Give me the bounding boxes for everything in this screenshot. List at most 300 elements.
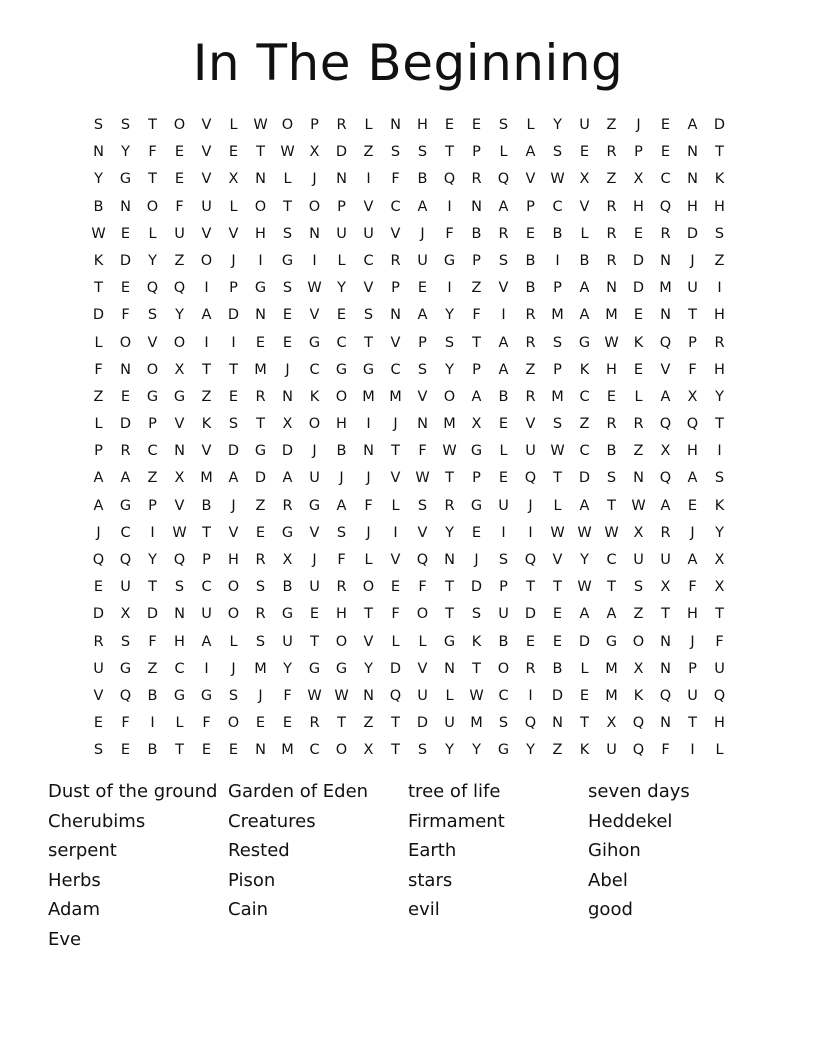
grid-letter[interactable]: B <box>525 252 536 269</box>
grid-letter[interactable]: M <box>281 742 294 759</box>
grid-letter[interactable]: W <box>577 579 592 596</box>
grid-letter[interactable]: S <box>606 470 617 487</box>
grid-letter[interactable]: K <box>714 497 725 514</box>
grid-letter[interactable]: R <box>498 225 509 242</box>
grid-letter[interactable]: H <box>228 552 239 568</box>
grid-letter[interactable]: G <box>335 361 348 378</box>
grid-letter[interactable]: E <box>120 388 131 405</box>
grid-letter[interactable]: G <box>443 633 456 650</box>
grid-letter[interactable]: P <box>310 117 319 133</box>
grid-letter[interactable]: F <box>661 742 670 759</box>
grid-letter[interactable]: B <box>282 579 293 596</box>
grid-letter[interactable]: U <box>336 225 347 242</box>
grid-letter[interactable]: V <box>660 361 671 378</box>
grid-letter[interactable]: J <box>690 524 695 541</box>
grid-letter[interactable]: X <box>687 388 698 405</box>
grid-letter[interactable]: T <box>256 416 265 433</box>
grid-letter[interactable]: J <box>231 660 236 677</box>
grid-letter[interactable]: Z <box>552 742 563 759</box>
grid-letter[interactable]: U <box>201 198 212 215</box>
grid-letter[interactable]: K <box>633 687 644 704</box>
grid-letter[interactable]: N <box>390 307 401 324</box>
grid-letter[interactable]: Q <box>632 715 645 732</box>
grid-letter[interactable]: E <box>228 144 239 161</box>
grid-letter[interactable]: H <box>417 117 428 133</box>
grid-letter[interactable]: U <box>363 225 374 242</box>
grid-letter[interactable]: J <box>96 524 101 541</box>
grid-letter[interactable]: S <box>120 633 131 650</box>
grid-letter[interactable]: A <box>417 307 428 324</box>
grid-letter[interactable]: J <box>231 497 236 514</box>
grid-letter[interactable]: S <box>255 633 266 650</box>
grid-letter[interactable]: R <box>714 334 725 351</box>
grid-letter[interactable]: J <box>366 524 371 541</box>
grid-letter[interactable]: F <box>283 687 292 704</box>
grid-letter[interactable]: K <box>633 334 644 351</box>
grid-letter[interactable]: D <box>686 225 699 242</box>
grid-letter[interactable]: M <box>605 307 618 324</box>
grid-letter[interactable]: Q <box>632 742 645 759</box>
grid-letter[interactable]: V <box>390 225 401 242</box>
grid-letter[interactable]: T <box>445 470 454 487</box>
grid-letter[interactable]: V <box>93 687 104 704</box>
grid-letter[interactable]: S <box>93 742 104 759</box>
grid-letter[interactable]: L <box>526 117 535 133</box>
grid-letter[interactable]: I <box>366 416 371 433</box>
grid-letter[interactable]: U <box>93 660 104 677</box>
grid-letter[interactable]: R <box>606 225 617 242</box>
grid-letter[interactable]: W <box>91 225 106 242</box>
grid-letter[interactable]: Y <box>445 361 454 378</box>
grid-letter[interactable]: W <box>604 334 619 351</box>
grid-letter[interactable]: O <box>227 579 240 596</box>
grid-letter[interactable]: B <box>579 252 590 269</box>
grid-letter[interactable]: X <box>120 606 131 623</box>
grid-letter[interactable]: M <box>470 715 483 732</box>
grid-letter[interactable]: J <box>474 552 479 568</box>
grid-letter[interactable]: B <box>147 687 158 704</box>
grid-letter[interactable]: P <box>418 334 427 351</box>
grid-letter[interactable]: L <box>715 742 724 759</box>
grid-letter[interactable]: N <box>309 225 320 242</box>
grid-letter[interactable]: Z <box>579 416 590 433</box>
grid-letter[interactable]: D <box>632 280 645 297</box>
grid-letter[interactable]: A <box>579 497 590 514</box>
grid-letter[interactable]: F <box>175 198 184 215</box>
grid-letter[interactable]: Q <box>659 687 672 704</box>
grid-letter[interactable]: X <box>633 171 644 188</box>
grid-letter[interactable]: V <box>363 280 374 297</box>
grid-letter[interactable]: G <box>173 687 186 704</box>
grid-letter[interactable]: Q <box>92 552 105 568</box>
grid-letter[interactable]: F <box>688 579 697 596</box>
grid-letter[interactable]: B <box>606 443 617 460</box>
grid-letter[interactable]: V <box>525 416 536 433</box>
grid-letter[interactable]: N <box>444 552 455 568</box>
grid-letter[interactable]: H <box>714 198 725 215</box>
grid-letter[interactable]: B <box>498 633 509 650</box>
grid-letter[interactable]: L <box>229 117 238 133</box>
grid-letter[interactable]: R <box>120 443 131 460</box>
grid-letter[interactable]: T <box>661 606 670 623</box>
grid-letter[interactable]: N <box>390 117 401 133</box>
grid-letter[interactable]: U <box>309 470 320 487</box>
grid-letter[interactable]: S <box>282 280 293 297</box>
grid-letter[interactable]: S <box>174 579 185 596</box>
grid-letter[interactable]: G <box>578 334 591 351</box>
grid-letter[interactable]: H <box>633 198 644 215</box>
grid-letter[interactable]: H <box>174 633 185 650</box>
grid-letter[interactable]: E <box>255 524 266 541</box>
grid-letter[interactable]: C <box>174 660 185 677</box>
grid-letter[interactable]: T <box>688 715 697 732</box>
grid-letter[interactable]: Y <box>715 388 724 405</box>
grid-letter[interactable]: P <box>526 198 535 215</box>
grid-letter[interactable]: A <box>579 307 590 324</box>
grid-letter[interactable]: I <box>528 524 533 541</box>
grid-letter[interactable]: S <box>552 334 563 351</box>
grid-letter[interactable]: W <box>577 524 592 541</box>
grid-letter[interactable]: L <box>580 225 589 242</box>
grid-letter[interactable]: S <box>120 117 131 133</box>
grid-letter[interactable]: X <box>633 660 644 677</box>
grid-letter[interactable]: B <box>93 198 104 215</box>
grid-letter[interactable]: G <box>497 742 510 759</box>
grid-letter[interactable]: Q <box>686 416 699 433</box>
grid-letter[interactable]: L <box>499 144 508 161</box>
grid-letter[interactable]: R <box>255 552 266 568</box>
grid-letter[interactable]: M <box>605 660 618 677</box>
grid-letter[interactable]: E <box>498 470 509 487</box>
grid-letter[interactable]: V <box>228 524 239 541</box>
grid-letter[interactable]: O <box>632 633 645 650</box>
grid-letter[interactable]: W <box>631 497 646 514</box>
grid-letter[interactable]: E <box>336 307 347 324</box>
grid-letter[interactable]: Q <box>443 171 456 188</box>
grid-letter[interactable]: G <box>308 497 321 514</box>
grid-letter[interactable]: B <box>417 171 428 188</box>
grid-letter[interactable]: U <box>579 117 590 133</box>
grid-letter[interactable]: Y <box>148 252 157 269</box>
grid-letter[interactable]: Y <box>445 307 454 324</box>
grid-letter[interactable]: S <box>714 470 725 487</box>
grid-letter[interactable]: P <box>148 416 157 433</box>
grid-letter[interactable]: T <box>364 334 373 351</box>
grid-letter[interactable]: P <box>472 470 481 487</box>
grid-letter[interactable]: S <box>498 252 509 269</box>
grid-letter[interactable]: T <box>148 171 157 188</box>
grid-letter[interactable]: G <box>146 388 159 405</box>
grid-letter[interactable]: N <box>660 252 671 269</box>
grid-letter[interactable]: E <box>579 144 590 161</box>
grid-letter[interactable]: A <box>228 470 239 487</box>
grid-letter[interactable]: F <box>418 579 427 596</box>
grid-letter[interactable]: J <box>312 171 317 188</box>
grid-letter[interactable]: Y <box>445 742 454 759</box>
grid-letter[interactable]: T <box>580 715 589 732</box>
grid-letter[interactable]: E <box>309 606 320 623</box>
grid-letter[interactable]: U <box>606 742 617 759</box>
grid-letter[interactable]: N <box>687 171 698 188</box>
grid-letter[interactable]: L <box>634 388 643 405</box>
grid-letter[interactable]: R <box>606 144 617 161</box>
grid-letter[interactable]: X <box>471 416 482 433</box>
grid-letter[interactable]: Q <box>659 198 672 215</box>
grid-letter[interactable]: O <box>308 198 321 215</box>
grid-letter[interactable]: G <box>335 660 348 677</box>
grid-letter[interactable]: Y <box>94 171 103 188</box>
grid-letter[interactable]: N <box>633 470 644 487</box>
grid-letter[interactable]: S <box>552 144 563 161</box>
grid-letter[interactable]: N <box>552 715 563 732</box>
grid-letter[interactable]: B <box>552 660 563 677</box>
grid-letter[interactable]: E <box>606 388 617 405</box>
grid-letter[interactable]: N <box>336 171 347 188</box>
grid-letter[interactable]: O <box>443 388 456 405</box>
grid-letter[interactable]: V <box>417 660 428 677</box>
grid-letter[interactable]: M <box>362 388 375 405</box>
grid-letter[interactable]: Y <box>445 524 454 541</box>
grid-letter[interactable]: F <box>148 633 157 650</box>
grid-letter[interactable]: S <box>417 361 428 378</box>
grid-letter[interactable]: F <box>121 307 130 324</box>
grid-letter[interactable]: P <box>553 280 562 297</box>
grid-letter[interactable]: J <box>420 225 425 242</box>
grid-letter[interactable]: R <box>336 117 347 133</box>
grid-letter[interactable]: V <box>498 280 509 297</box>
grid-letter[interactable]: O <box>497 660 510 677</box>
grid-letter[interactable]: V <box>417 388 428 405</box>
grid-letter[interactable]: T <box>472 660 481 677</box>
grid-letter[interactable]: Q <box>173 552 186 568</box>
grid-letter[interactable]: T <box>472 334 481 351</box>
grid-letter[interactable]: I <box>501 307 506 324</box>
grid-letter[interactable]: U <box>444 715 455 732</box>
grid-letter[interactable]: N <box>255 742 266 759</box>
grid-letter[interactable]: C <box>120 524 131 541</box>
grid-letter[interactable]: H <box>336 606 347 623</box>
grid-letter[interactable]: G <box>254 280 267 297</box>
grid-letter[interactable]: F <box>364 497 373 514</box>
grid-letter[interactable]: E <box>633 361 644 378</box>
grid-letter[interactable]: O <box>227 715 240 732</box>
grid-letter[interactable]: N <box>255 307 266 324</box>
grid-letter[interactable]: E <box>525 225 536 242</box>
grid-letter[interactable]: E <box>93 579 104 596</box>
grid-letter[interactable]: F <box>391 606 400 623</box>
grid-letter[interactable]: V <box>579 198 590 215</box>
grid-letter[interactable]: I <box>312 252 317 269</box>
grid-letter[interactable]: X <box>579 171 590 188</box>
grid-letter[interactable]: N <box>660 307 671 324</box>
grid-letter[interactable]: N <box>606 280 617 297</box>
grid-letter[interactable]: U <box>201 606 212 623</box>
grid-letter[interactable]: W <box>469 687 484 704</box>
grid-letter[interactable]: Z <box>525 361 536 378</box>
grid-letter[interactable]: H <box>714 307 725 324</box>
grid-letter[interactable]: T <box>553 470 562 487</box>
grid-letter[interactable]: I <box>150 524 155 541</box>
grid-letter[interactable]: C <box>390 198 401 215</box>
grid-letter[interactable]: S <box>282 225 293 242</box>
grid-letter[interactable]: Z <box>147 660 158 677</box>
grid-letter[interactable]: L <box>94 334 103 351</box>
grid-letter[interactable]: U <box>417 687 428 704</box>
grid-letter[interactable]: V <box>390 552 401 568</box>
grid-letter[interactable]: A <box>525 144 536 161</box>
grid-letter[interactable]: L <box>391 497 400 514</box>
grid-letter[interactable]: M <box>443 416 456 433</box>
grid-letter[interactable]: P <box>148 497 157 514</box>
grid-letter[interactable]: S <box>255 579 266 596</box>
grid-letter[interactable]: T <box>229 361 238 378</box>
grid-letter[interactable]: Z <box>633 443 644 460</box>
grid-letter[interactable]: J <box>312 552 317 568</box>
grid-letter[interactable]: X <box>606 715 617 732</box>
grid-letter[interactable]: R <box>309 715 320 732</box>
grid-letter[interactable]: Y <box>148 552 157 568</box>
grid-letter[interactable]: Z <box>606 117 617 133</box>
grid-letter[interactable]: B <box>552 225 563 242</box>
grid-letter[interactable]: K <box>579 361 590 378</box>
grid-letter[interactable]: O <box>335 388 348 405</box>
grid-letter[interactable]: U <box>633 552 644 568</box>
grid-letter[interactable]: R <box>282 497 293 514</box>
grid-letter[interactable]: O <box>146 198 159 215</box>
grid-letter[interactable]: Y <box>283 660 292 677</box>
grid-letter[interactable]: F <box>202 715 211 732</box>
grid-letter[interactable]: Q <box>659 334 672 351</box>
grid-letter[interactable]: E <box>282 334 293 351</box>
grid-letter[interactable]: I <box>447 280 452 297</box>
grid-letter[interactable]: N <box>660 715 671 732</box>
grid-letter[interactable]: G <box>470 497 483 514</box>
grid-letter[interactable]: T <box>445 579 454 596</box>
grid-letter[interactable]: N <box>363 443 374 460</box>
grid-letter[interactable]: T <box>445 144 454 161</box>
grid-letter[interactable]: P <box>472 252 481 269</box>
grid-letter[interactable]: F <box>418 443 427 460</box>
grid-letter[interactable]: V <box>309 307 320 324</box>
grid-letter[interactable]: P <box>553 361 562 378</box>
grid-letter[interactable]: N <box>255 171 266 188</box>
grid-letter[interactable]: S <box>228 687 239 704</box>
grid-letter[interactable]: E <box>228 742 239 759</box>
grid-letter[interactable]: U <box>525 443 536 460</box>
grid-letter[interactable]: V <box>147 334 158 351</box>
grid-letter[interactable]: B <box>147 742 158 759</box>
grid-letter[interactable]: U <box>660 552 671 568</box>
grid-letter[interactable]: Y <box>175 307 184 324</box>
grid-letter[interactable]: A <box>579 606 590 623</box>
grid-letter[interactable]: F <box>148 144 157 161</box>
grid-letter[interactable]: D <box>578 633 591 650</box>
grid-letter[interactable]: S <box>444 334 455 351</box>
grid-letter[interactable]: J <box>528 497 533 514</box>
grid-letter[interactable]: X <box>174 470 185 487</box>
grid-letter[interactable]: A <box>579 280 590 297</box>
grid-letter[interactable]: G <box>119 171 132 188</box>
grid-letter[interactable]: V <box>174 497 185 514</box>
grid-letter[interactable]: L <box>94 416 103 433</box>
grid-letter[interactable]: A <box>201 633 212 650</box>
grid-letter[interactable]: N <box>687 144 698 161</box>
grid-letter[interactable]: I <box>447 198 452 215</box>
grid-letter[interactable]: T <box>148 579 157 596</box>
grid-letter[interactable]: G <box>443 252 456 269</box>
grid-letter[interactable]: T <box>256 144 265 161</box>
grid-letter[interactable]: X <box>363 742 374 759</box>
grid-letter[interactable]: D <box>146 606 159 623</box>
grid-letter[interactable]: R <box>93 633 104 650</box>
grid-letter[interactable]: V <box>390 470 401 487</box>
grid-letter[interactable]: T <box>148 117 157 133</box>
grid-letter[interactable]: Y <box>715 524 724 541</box>
grid-letter[interactable]: W <box>550 443 565 460</box>
grid-letter[interactable]: T <box>715 416 724 433</box>
grid-letter[interactable]: T <box>553 579 562 596</box>
grid-letter[interactable]: Z <box>255 497 266 514</box>
grid-letter[interactable]: L <box>499 443 508 460</box>
grid-letter[interactable]: N <box>120 198 131 215</box>
grid-letter[interactable]: R <box>525 660 536 677</box>
grid-letter[interactable]: T <box>175 742 184 759</box>
grid-letter[interactable]: P <box>391 280 400 297</box>
grid-letter[interactable]: E <box>633 307 644 324</box>
grid-letter[interactable]: V <box>201 171 212 188</box>
grid-letter[interactable]: O <box>416 606 429 623</box>
grid-letter[interactable]: R <box>525 388 536 405</box>
grid-letter[interactable]: E <box>471 524 482 541</box>
grid-letter[interactable]: E <box>390 579 401 596</box>
grid-letter[interactable]: Q <box>524 470 537 487</box>
grid-letter[interactable]: X <box>714 552 725 568</box>
grid-letter[interactable]: R <box>471 171 482 188</box>
grid-letter[interactable]: O <box>254 198 267 215</box>
grid-letter[interactable]: E <box>282 307 293 324</box>
grid-letter[interactable]: D <box>524 606 537 623</box>
grid-letter[interactable]: C <box>336 334 347 351</box>
grid-letter[interactable]: W <box>172 524 187 541</box>
grid-letter[interactable]: K <box>471 633 482 650</box>
grid-letter[interactable]: O <box>173 117 186 133</box>
grid-letter[interactable]: L <box>580 660 589 677</box>
grid-letter[interactable]: N <box>444 660 455 677</box>
grid-letter[interactable]: G <box>605 633 618 650</box>
grid-letter[interactable]: T <box>715 144 724 161</box>
grid-letter[interactable]: U <box>120 579 131 596</box>
grid-letter[interactable]: Q <box>119 552 132 568</box>
grid-letter[interactable]: O <box>119 334 132 351</box>
grid-letter[interactable]: G <box>119 660 132 677</box>
grid-letter[interactable]: O <box>173 334 186 351</box>
grid-letter[interactable]: R <box>660 225 671 242</box>
grid-letter[interactable]: Q <box>173 280 186 297</box>
grid-letter[interactable]: L <box>148 225 157 242</box>
grid-letter[interactable]: U <box>498 497 509 514</box>
grid-letter[interactable]: S <box>363 307 374 324</box>
grid-letter[interactable]: V <box>309 524 320 541</box>
grid-letter[interactable]: G <box>308 334 321 351</box>
grid-letter[interactable]: Q <box>416 552 429 568</box>
grid-letter[interactable]: S <box>147 307 158 324</box>
grid-letter[interactable]: P <box>472 361 481 378</box>
grid-letter[interactable]: E <box>552 633 563 650</box>
grid-letter[interactable]: Q <box>497 171 510 188</box>
grid-letter[interactable]: N <box>660 633 671 650</box>
grid-letter[interactable]: U <box>687 280 698 297</box>
grid-letter[interactable]: O <box>200 252 213 269</box>
